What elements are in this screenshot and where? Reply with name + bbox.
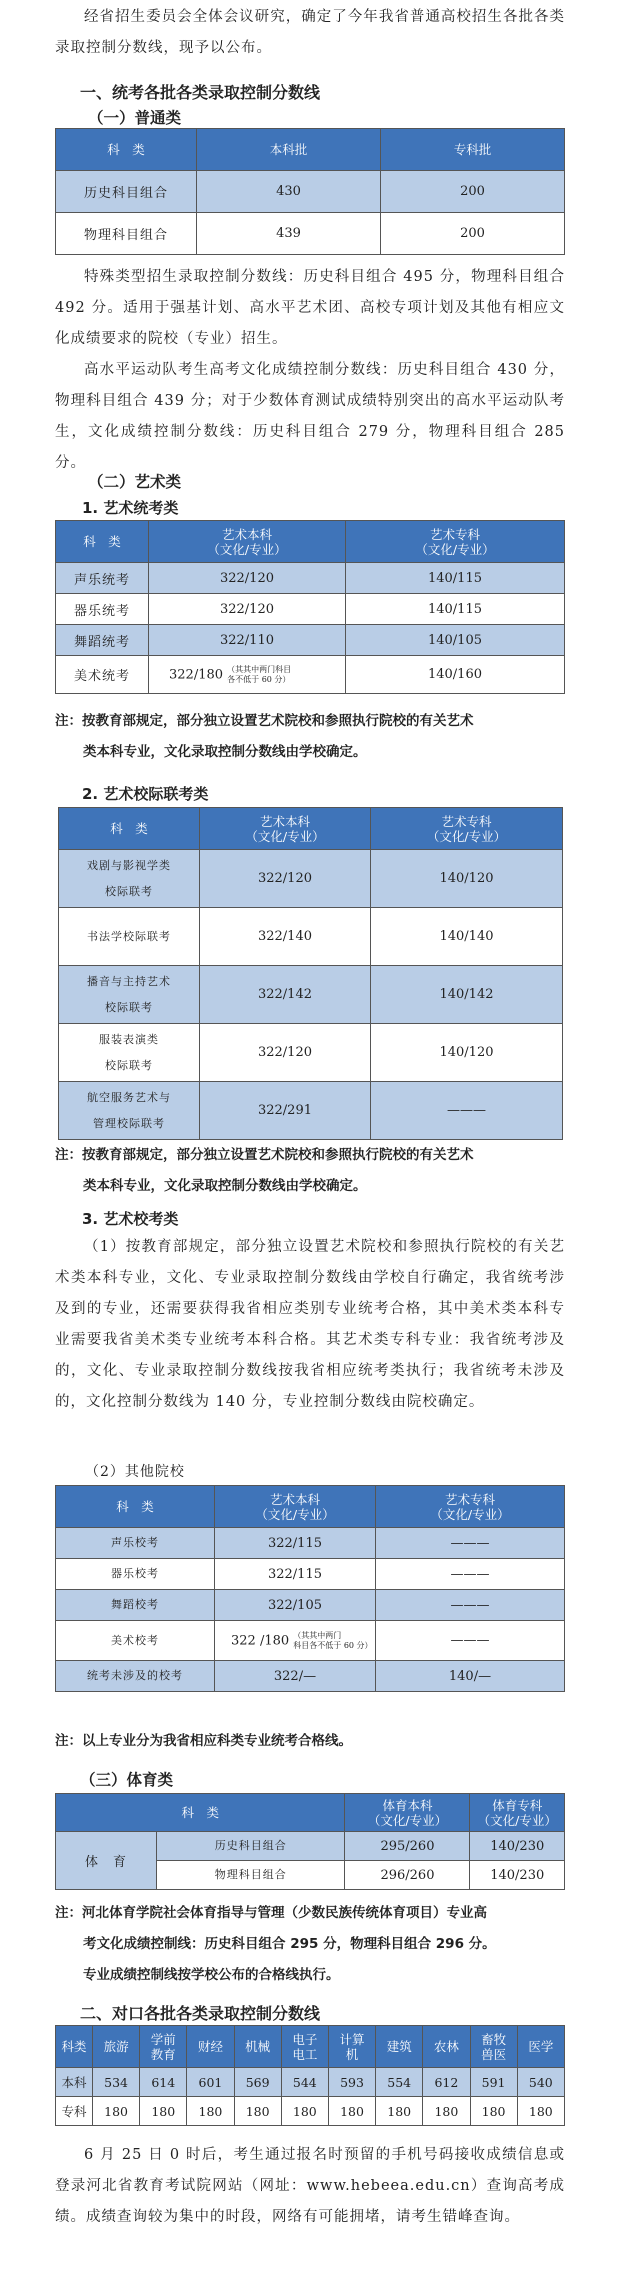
col-header-sports-college: 体育专科 （文化/专业） [470, 1794, 565, 1832]
cell: 器乐统考 [56, 594, 149, 625]
table-row [56, 1559, 565, 1590]
cell: 322/140 [200, 908, 371, 966]
section1-title: 一、统考各批各类录取控制分数线 [80, 83, 321, 102]
cell: 439 [197, 213, 381, 255]
cell: 180 [470, 2097, 517, 2126]
cell: 播音与主持艺术 校际联考 [59, 966, 200, 1024]
table-row [56, 594, 565, 625]
cell: 140/115 [346, 594, 565, 625]
col-header-art-college: 艺术专科 （文化/专业） [376, 1486, 565, 1528]
table-row [56, 563, 565, 594]
table-row [59, 908, 563, 966]
sub1-title: （一）普通类 [88, 109, 182, 127]
table-row [56, 625, 565, 656]
col-header-category: 科 类 [56, 1794, 345, 1832]
sub2-title: （二）艺术类 [88, 473, 182, 491]
cell: 历史科目组合 [157, 1832, 345, 1861]
cell: 614 [140, 2068, 187, 2097]
col-header: 计算 机 [328, 2026, 375, 2068]
cell: 534 [93, 2068, 140, 2097]
cell: 322/115 [215, 1528, 376, 1559]
table-row [56, 656, 565, 694]
col-header-category: 科 类 [59, 808, 200, 850]
col-header: 医学 [517, 2026, 564, 2068]
col-header-art-bachelor: 艺术本科 （文化/专业） [149, 521, 346, 563]
table-row [56, 1528, 565, 1559]
col-header-art-bachelor: 艺术本科 （文化/专业） [200, 808, 371, 850]
cell: 180 [234, 2097, 281, 2126]
cell: 322/120 [200, 850, 371, 908]
col-header: 机械 [234, 2026, 281, 2068]
closing-paragraph: 6 月 25 日 0 时后，考生通过报名时预留的手机号码接收成绩信息或登录河北省教育考试院网站（网址：www.hebeea.edu.cn）查询高考成绩。成绩查询较为集中的时段，网络有可能拥堵，请考生错峰查询。 [55, 2147, 565, 2225]
cell: 体 育 [56, 1832, 157, 1890]
cell: 593 [328, 2068, 375, 2097]
cell: 140/230 [470, 1861, 565, 1890]
col-header: 建筑 [376, 2026, 423, 2068]
cell: 140/120 [371, 850, 563, 908]
cell: 322/180 （其其中两门科目 各不低于 60 分） [149, 656, 346, 694]
cell: 服装表演类 校际联考 [59, 1024, 200, 1082]
cell: 统考未涉及的校考 [56, 1661, 215, 1692]
cell: 322/— [215, 1661, 376, 1692]
cell: 601 [187, 2068, 234, 2097]
col-header-category: 科 类 [56, 1486, 215, 1528]
cell: 322/142 [200, 966, 371, 1024]
cell: 140/105 [346, 625, 565, 656]
cell: 物理科目组合 [56, 213, 197, 255]
col-header: 财经 [187, 2026, 234, 2068]
cell: 声乐校考 [56, 1528, 215, 1559]
athlete-paragraph: 高水平运动队考生高考文化成绩控制分数线：历史科目组合 430 分，物理科目组合 439 分；对于少数体育测试成绩特别突出的高水平运动队考生，文化成绩控制分数线：历史科目组合 279 分，物理科目组合 285 分。 [55, 362, 565, 471]
col-header-category: 科类 [56, 2026, 93, 2068]
note-art-1: 注：按教育部规定，部分独立设置艺术院校和参照执行院校的有关艺术 类本科专业，文化录取控制分数线由学校确定。 [55, 713, 474, 760]
col-header: 学前 教育 [140, 2026, 187, 2068]
art-joint-title: 2. 艺术校际联考类 [82, 785, 209, 803]
special-paragraph: 特殊类型招生录取控制分数线：历史科目组合 495 分，物理科目组合 492 分。适用于强基计划、高水平艺术团、高校专项计划及其他有相应文化成绩要求的院校（专业）招生。 [55, 269, 565, 347]
col-header-college: 专科批 [381, 129, 565, 171]
art-school-title: 3. 艺术校考类 [82, 1210, 179, 1228]
art-joint-table [58, 807, 563, 1140]
cell: 本科 [56, 2068, 93, 2097]
cell: 180 [281, 2097, 328, 2126]
col-header-bachelor: 本科批 [197, 129, 381, 171]
section2-title: 二、对口各批各类录取控制分数线 [80, 2004, 321, 2023]
cell: 322 /180 （其其中两门 科目各不低于 60 分） [215, 1621, 376, 1661]
table-row [59, 850, 563, 908]
cell: 舞蹈校考 [56, 1590, 215, 1621]
cell: 322/105 [215, 1590, 376, 1621]
cell: ——— [376, 1621, 565, 1661]
cell: 美术统考 [56, 656, 149, 694]
col-header-art-college: 艺术专科 （文化/专业） [371, 808, 563, 850]
table-row [56, 1621, 565, 1661]
cell: 舞蹈统考 [56, 625, 149, 656]
art-unified-table [55, 520, 565, 694]
table-row [59, 966, 563, 1024]
cell: 322/120 [149, 594, 346, 625]
cell: 200 [381, 213, 565, 255]
col-header-sports-bachelor: 体育本科 （文化/专业） [345, 1794, 470, 1832]
note-art-3: 注：以上专业分为我省相应科类专业统考合格线。 [55, 1733, 352, 1749]
cell: ——— [376, 1590, 565, 1621]
note-sports: 注：河北体育学院社会体育指导与管理（少数民族传统体育项目）专业高 考文化成绩控制线：历史科目组合 295 分，物理科目组合 296 分。 专业成绩控制线按学校公布的合格线执行。 [55, 1905, 496, 1983]
cell: 140/120 [371, 1024, 563, 1082]
col-header: 电子 电工 [281, 2026, 328, 2068]
cell: 书法学校际联考 [59, 908, 200, 966]
cell: 美术校考 [56, 1621, 215, 1661]
cell: 540 [517, 2068, 564, 2097]
vocational-table [55, 2025, 565, 2126]
table-row [59, 1024, 563, 1082]
intro-paragraph: 经省招生委员会全体会议研究，确定了今年我省普通高校招生各批各类录取控制分数线，现予以公布。 [55, 9, 565, 56]
col-header-art-college: 艺术专科 （文化/专业） [346, 521, 565, 563]
table-row [59, 1082, 563, 1140]
cell: 声乐统考 [56, 563, 149, 594]
col-header: 农林 [423, 2026, 470, 2068]
col-header-category: 科 类 [56, 129, 197, 171]
table-row [56, 2068, 565, 2097]
col-header-category: 科 类 [56, 521, 149, 563]
sports-table [55, 1793, 565, 1890]
cell: 569 [234, 2068, 281, 2097]
cell: 140/115 [346, 563, 565, 594]
cell: 322/110 [149, 625, 346, 656]
note-art-2: 注：按教育部规定，部分独立设置艺术院校和参照执行院校的有关艺术 类本科专业，文化录取控制分数线由学校确定。 [55, 1147, 474, 1194]
cell: 历史科目组合 [56, 171, 197, 213]
sub3-title: （三）体育类 [80, 1771, 174, 1789]
cell: ——— [371, 1082, 563, 1140]
table-row [56, 213, 565, 255]
cell: 296/260 [345, 1861, 470, 1890]
cell: 322/291 [200, 1082, 371, 1140]
cell: 544 [281, 2068, 328, 2097]
cell: 专科 [56, 2097, 93, 2126]
cell: 180 [140, 2097, 187, 2126]
cell: 器乐校考 [56, 1559, 215, 1590]
art-unified-title: 1. 艺术统考类 [82, 499, 179, 517]
cell: 180 [93, 2097, 140, 2126]
other-schools-title: （2）其他院校 [85, 1464, 185, 1480]
cell: 140/230 [470, 1832, 565, 1861]
cell: 140/— [376, 1661, 565, 1692]
cell: 200 [381, 171, 565, 213]
cell: 180 [517, 2097, 564, 2126]
cell: 180 [423, 2097, 470, 2126]
table-row [56, 171, 565, 213]
cell: 180 [187, 2097, 234, 2126]
cell: 140/142 [371, 966, 563, 1024]
cell: 180 [328, 2097, 375, 2126]
cell: 140/140 [371, 908, 563, 966]
col-header: 旅游 [93, 2026, 140, 2068]
cell: 612 [423, 2068, 470, 2097]
cell: 物理科目组合 [157, 1861, 345, 1890]
general-table [55, 128, 565, 255]
cell: 180 [376, 2097, 423, 2126]
cell: ——— [376, 1559, 565, 1590]
cell: 140/160 [346, 656, 565, 694]
cell: ——— [376, 1528, 565, 1559]
cell: 322/120 [200, 1024, 371, 1082]
col-header: 畜牧 兽医 [470, 2026, 517, 2068]
col-header-art-bachelor: 艺术本科 （文化/专业） [215, 1486, 376, 1528]
cell: 322/120 [149, 563, 346, 594]
cell: 430 [197, 171, 381, 213]
cell: 戏剧与影视学类 校际联考 [59, 850, 200, 908]
table-row [56, 1832, 565, 1861]
cell: 航空服务艺术与 管理校际联考 [59, 1082, 200, 1140]
cell: 322/115 [215, 1559, 376, 1590]
cell: 591 [470, 2068, 517, 2097]
table-row [56, 1661, 565, 1692]
art-school-paragraph: （1）按教育部规定，部分独立设置艺术院校和参照执行院校的有关艺术类本科专业，文化、专业录取控制分数线由学校自行确定，我省统考涉及到的专业，还需要获得我省相应类别专业统考合格，其中美术类本科专业需要我省美术类专业统考本科合格。其艺术类专科专业：我省统考涉及的，文化、专业录取控制分数线按我省相应统考类执行；我省统考未涉及的，文化控制分数线为 140 分，专业控制分数线由院校确定。 [55, 1239, 565, 1410]
table-row [56, 1590, 565, 1621]
art-other-table [55, 1485, 565, 1692]
cell: 554 [376, 2068, 423, 2097]
cell: 295/260 [345, 1832, 470, 1861]
table-row [56, 2097, 565, 2126]
